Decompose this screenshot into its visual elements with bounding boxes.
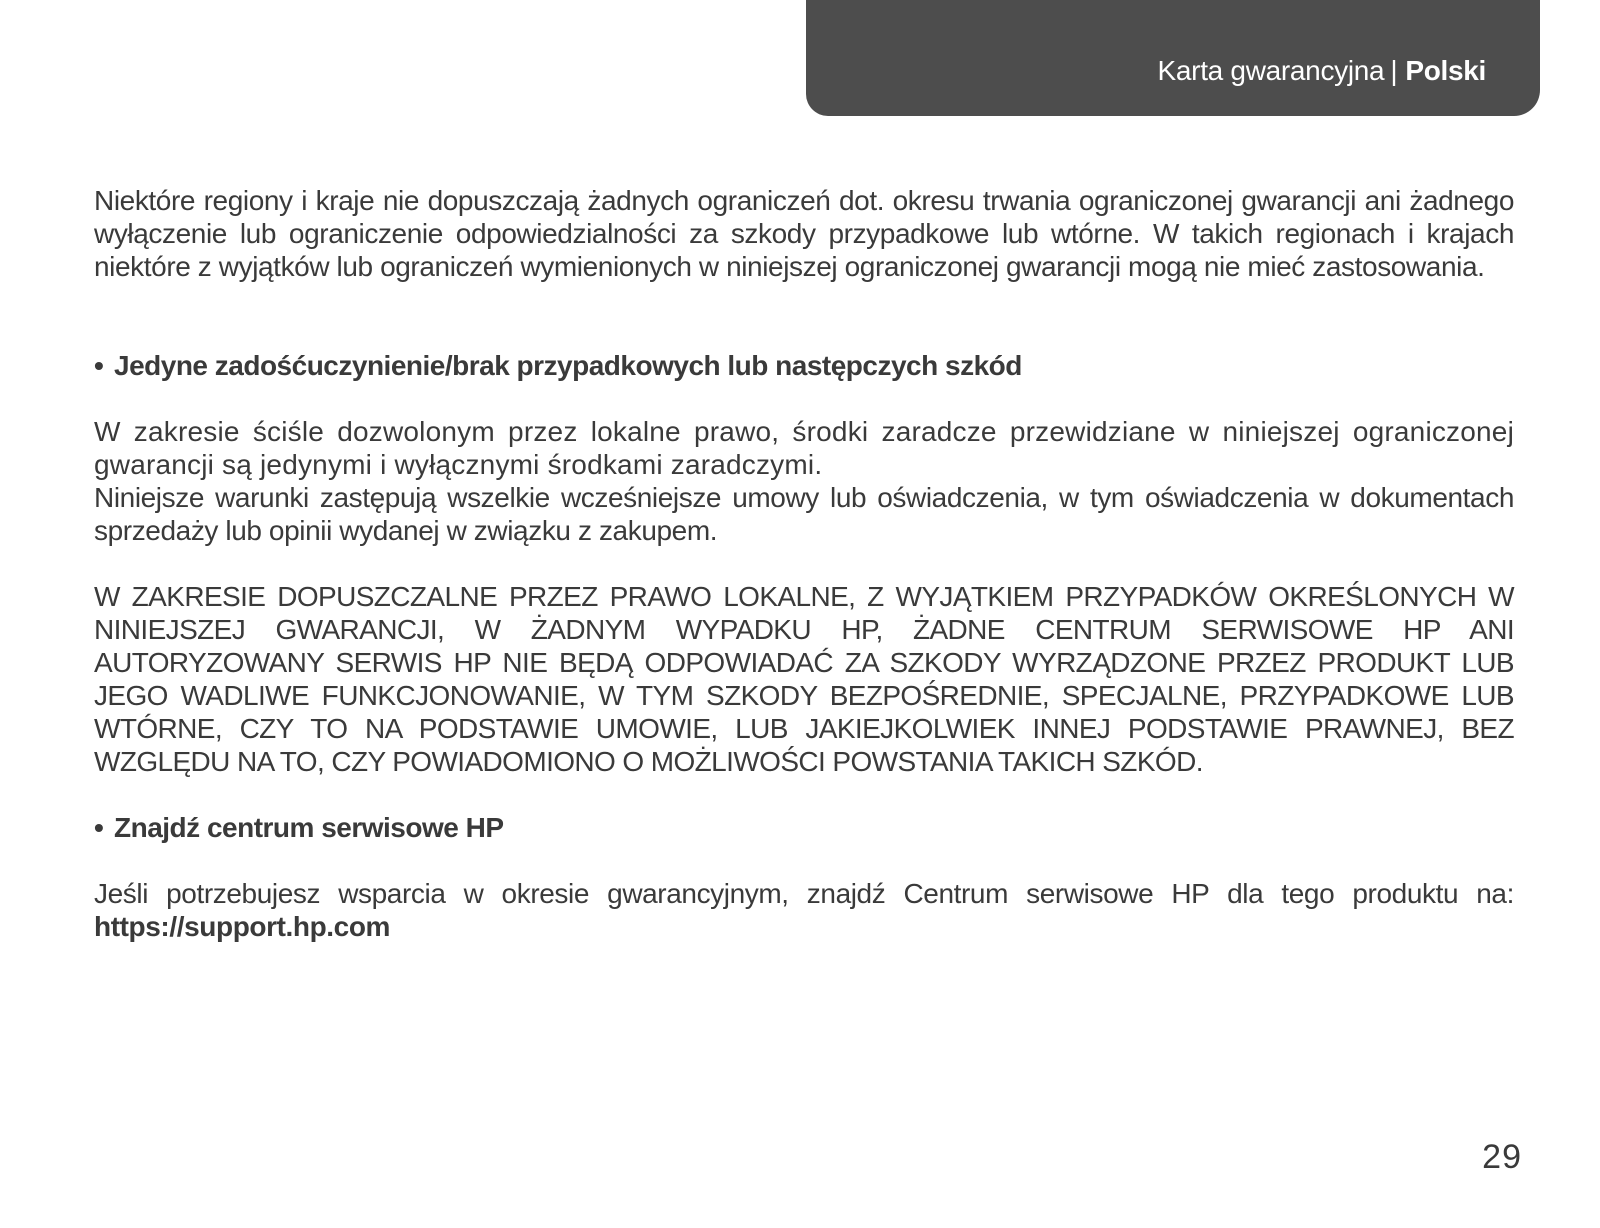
remedy-paragraph: W zakresie ściśle dozwolonym przez lokalne prawo, środki zaradcze przewidziane w niniejszej ograniczonej gwarancji są jedynymi i wyłącznymi środkami zaradczymi. bbox=[94, 416, 1514, 480]
service-paragraph bbox=[94, 877, 1514, 943]
header-section-label: Karta gwarancyjna bbox=[1157, 55, 1385, 86]
spacer bbox=[94, 283, 1514, 349]
header-language: Polski bbox=[1405, 55, 1486, 86]
support-link[interactable]: https://support.hp.com bbox=[94, 911, 391, 942]
spacer bbox=[94, 547, 1514, 580]
liability-paragraph: W ZAKRESIE DOPUSZCZALNE PRZEZ PRAWO LOKALNE, Z WYJĄTKIEM PRZYPADKÓW OKREŚLONYCH W NINIEJSZEJ GWARANCJI, W ŻADNYM WYPADKU HP, ŻADNE CENTRUM SERWISOWE HP ANI AUTORYZOWANY SERWIS HP NIE BĘDĄ ODPOWIADAĆ ZA SZKODY WYRZĄDZONE PRZEZ PRODUKT LUB JEGO WADLIWE FUNKCJONOWANIE, W TYM SZKODY BEZPOŚREDNIE, SPECJALNE, PRZYPADKOWE LUB WTÓRNE, CZY TO NA PODSTAWIE UMOWIE, LUB JAKIEJKOLWIEK INNEJ PODSTAWIE PRAWNEJ, BEZ WZGLĘDU NA TO, CZY POWIADOMIONO O MOŻLIWOŚCI POWSTANIA TAKICH SZKÓD. bbox=[94, 581, 1514, 777]
service-text: Jeśli potrzebujesz wsparcia w okresie gwarancyjnym, znajdź Centrum serwisowe HP dla tego produktu na: bbox=[94, 878, 1514, 909]
supersede-paragraph: Niniejsze warunki zastępują wszelkie wcześniejsze umowy lub oświadczenia, w tym oświadczenia w dokumentach sprzedaży lub opinii wydanej w związku z zakupem. bbox=[94, 482, 1514, 546]
section-heading-service-title: Znajdź centrum serwisowe HP bbox=[114, 812, 504, 843]
intro-paragraph: Niektóre regiony i kraje nie dopuszczają żadnych ograniczeń dot. okresu trwania ograniczonej gwarancji ani żadnego wyłączenie lub ograniczenie odpowiedzialności za szkody przypadkowe lub wtórne. W takich regionach i krajach niektóre z wyjątków lub ograniczeń wymienionych w niniejszej ograniczonej gwarancji mogą nie mieć zastosowania. bbox=[94, 185, 1514, 282]
header-separator: | bbox=[1390, 55, 1398, 86]
header-tab bbox=[806, 0, 1540, 116]
spacer bbox=[94, 844, 1514, 877]
spacer bbox=[94, 382, 1514, 415]
spacer bbox=[94, 778, 1514, 811]
section-heading-remedy-title: Jedyne zadośćuczynienie/brak przypadkowych lub następczych szkód bbox=[114, 350, 1022, 381]
section-heading-remedy bbox=[94, 349, 1514, 382]
bullet-icon: • bbox=[94, 812, 104, 843]
document-body bbox=[94, 184, 1514, 943]
section-heading-service bbox=[94, 811, 1514, 844]
bullet-icon: • bbox=[94, 350, 104, 381]
page-number: 29 bbox=[1482, 1138, 1522, 1176]
header-title bbox=[1158, 55, 1486, 87]
